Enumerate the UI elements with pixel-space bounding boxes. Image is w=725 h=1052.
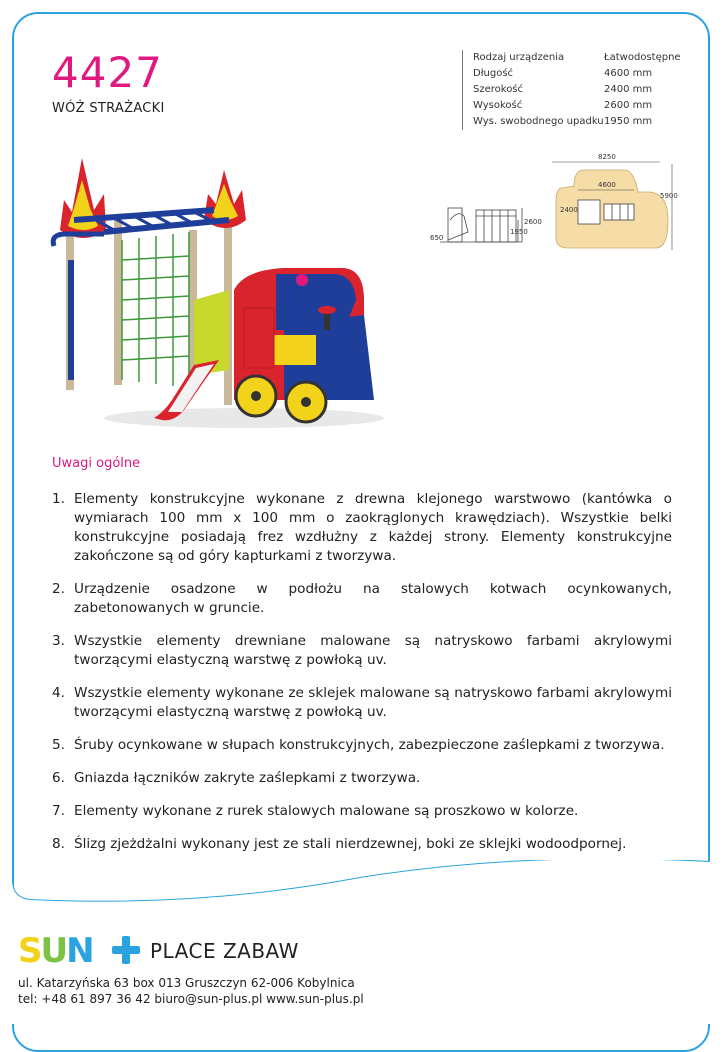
spec-table	[462, 50, 681, 130]
list-item	[52, 835, 672, 854]
spec-value: Łatwodostępne	[604, 52, 681, 63]
spec-label: Wys. swobodnego upadku	[473, 116, 604, 127]
spec-value: 2400 mm	[604, 84, 653, 95]
item-number: 5.	[52, 737, 65, 753]
item-text: Śruby ocynkowane w słupach konstrukcyjnych, zabezpieczone zaślepkami z tworzywa.	[74, 737, 665, 753]
spec-label: Wysokość	[473, 100, 523, 111]
spec-value: 1950 mm	[604, 116, 653, 127]
list-item	[52, 580, 672, 618]
list-item	[52, 632, 672, 670]
item-text: Wszystkie elementy drewniane malowane są natryskowo farbami akrylowymi tworzącymi elastyczną warstwę z powłoką uv.	[74, 633, 672, 668]
spec-label: Szerokość	[473, 84, 524, 95]
list-item	[52, 769, 672, 788]
brand-logo	[18, 932, 148, 966]
company-contact	[18, 975, 364, 1007]
product-name: WÓŻ STRAŻACKI	[52, 101, 165, 116]
item-text: Wszystkie elementy wykonane ze sklejek malowane są natryskowo farbami akrylowymi tworzącymi elastyczną warstwę z powłoką uv.	[74, 685, 672, 720]
spec-row	[473, 66, 681, 82]
product-code: 4427	[52, 48, 163, 97]
spec-row	[473, 82, 681, 98]
item-number: 4.	[52, 685, 65, 701]
item-number: 6.	[52, 770, 65, 786]
dim-length: 4600	[598, 181, 616, 189]
list-item	[52, 684, 672, 722]
notes-list	[52, 490, 672, 868]
item-text: Elementy konstrukcyjne wykonane z drewna klejonego warstwowo (kantówka o wymiarach 100 mm x 100 mm o zaokrąglonych krawędziach). Wszystkie belki konstrukcyjne posiadają frez wzdłużny z każdej strony. Elementy konstrukcyjne zakończone są od góry kapturkami z tworzywa.	[74, 491, 672, 564]
item-number: 7.	[52, 803, 65, 819]
spec-value: 4600 mm	[604, 68, 653, 79]
product-illustration	[44, 150, 384, 450]
item-text: Urządzenie osadzone w podłożu na stalowych kotwach ocynkowanych, zabetonowanych w gruncie.	[74, 581, 672, 616]
dim-width: 2400	[560, 206, 578, 214]
item-number: 2.	[52, 581, 65, 597]
list-item	[52, 490, 672, 566]
dim-side-height: 2600	[524, 218, 542, 226]
spec-row	[473, 114, 681, 130]
item-text: Ślizg zjeżdżalni wykonany jest ze stali nierdzewnej, boki ze sklejki wodoodpornej.	[74, 836, 627, 852]
item-text: Elementy wykonane z rurek stalowych malowane są proszkowo w kolorze.	[74, 803, 579, 819]
notes-title: Uwagi ogólne	[52, 456, 141, 471]
item-number: 8.	[52, 836, 65, 852]
spec-label: Długość	[473, 68, 514, 79]
item-text: Gniazda łączników zakryte zaślepkami z tworzywa.	[74, 770, 421, 786]
dim-fall-height: 1950	[510, 228, 528, 236]
spec-value: 2600 mm	[604, 100, 653, 111]
dim-zone-depth: 5900	[660, 192, 678, 200]
spec-row	[473, 50, 681, 66]
brand-subtitle: PLACE ZABAW	[150, 939, 299, 963]
dim-total-width: 8250	[598, 153, 616, 161]
spec-label: Rodzaj urządzenia	[473, 52, 565, 63]
dim-side-offset: 650	[430, 234, 444, 242]
dimension-drawing	[428, 150, 678, 260]
item-number: 3.	[52, 633, 65, 649]
list-item	[52, 736, 672, 755]
svg-text:SUN: SUN	[18, 932, 93, 966]
company-phone-email-web: tel: +48 61 897 36 42 biuro@sun-plus.pl www.sun-plus.pl	[18, 992, 364, 1006]
item-number: 1.	[52, 491, 65, 507]
spec-row	[473, 98, 681, 114]
company-address: ul. Katarzyńska 63 box 013 Gruszczyn 62-006 Kobylnica	[18, 976, 355, 990]
list-item	[52, 802, 672, 821]
